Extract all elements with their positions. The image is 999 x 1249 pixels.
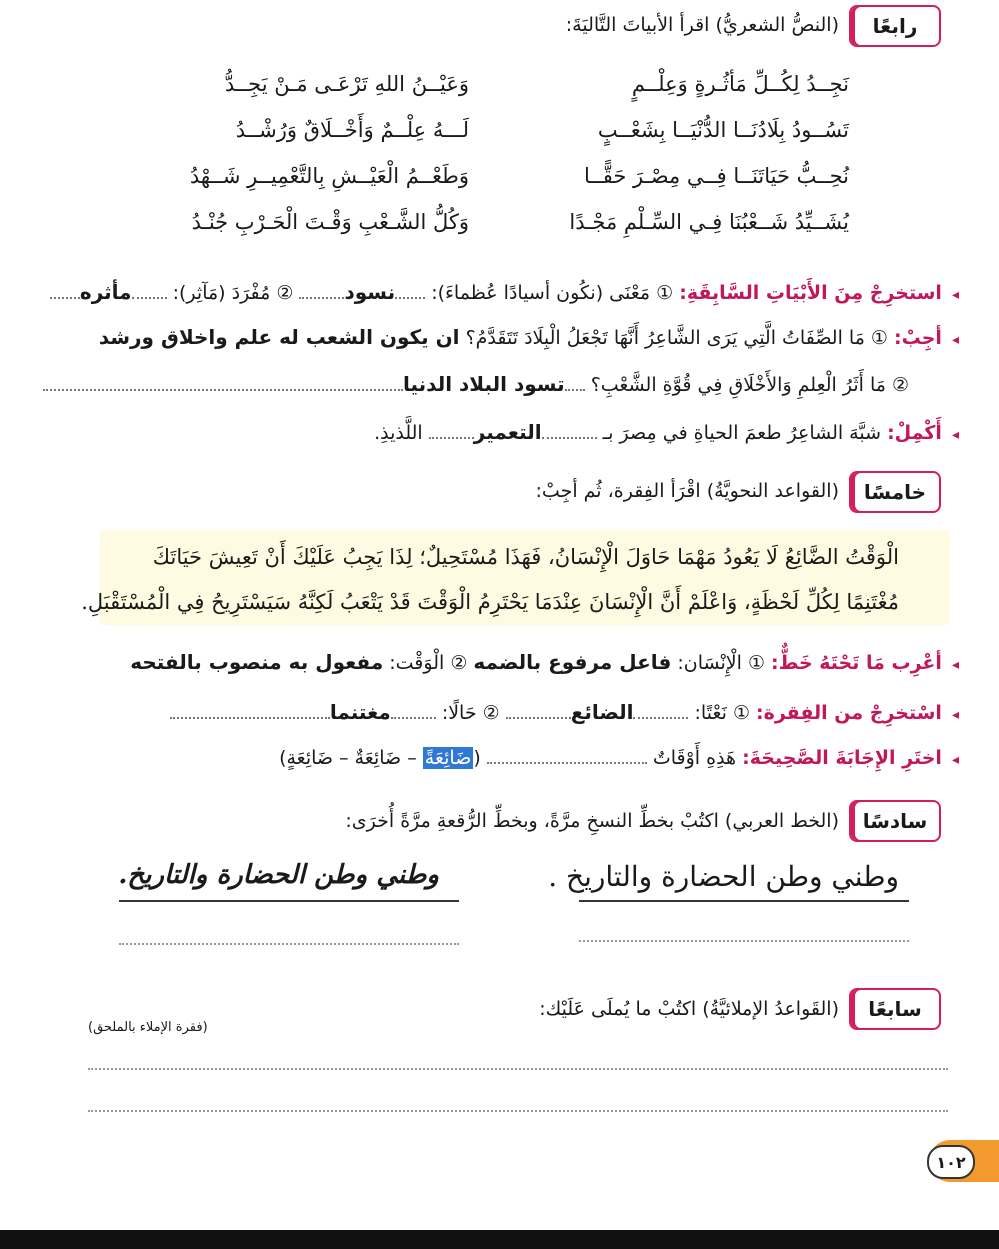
section-six-title: (الخط العربي) اكتُبْ بخطِّ النسخِ مرَّةً، وبخطِّ الرُّقعةِ مرَّةً أُخرَى: bbox=[345, 810, 839, 832]
extract-text-2: ② مُفْرَدَ (مَآثِر): bbox=[172, 282, 294, 305]
complete-label: أَكْمِلْ: bbox=[887, 422, 942, 445]
section-five-tag: خامسًا bbox=[849, 471, 941, 513]
choose-question bbox=[279, 745, 959, 769]
answer-response-1[interactable]: ان يكون الشعب له علم واخلاق ورشد bbox=[98, 325, 460, 349]
bullet-icon: ◂ bbox=[951, 427, 959, 444]
complete-question bbox=[374, 420, 959, 444]
verse-4-first: يُشَــيِّدُ شَــعْبُنَا فِـي السِّـلْمِ مَجْـدًا bbox=[569, 210, 849, 234]
section-seven-tag: سابعًا bbox=[849, 988, 941, 1030]
complete-answer[interactable]: التعمير bbox=[473, 420, 542, 445]
verse-3-first: نُحِــبُّ حَيَاتَنَــا فِــي مِصْـرَ حَقًّــا bbox=[584, 164, 849, 188]
bullet-icon: ◂ bbox=[951, 657, 959, 673]
ruqaa-writing[interactable]: وطني وطن الحضارة والتاريخ. bbox=[118, 860, 439, 890]
bottom-bar bbox=[0, 1230, 999, 1249]
choose-label: اختَرِ الإِجَابَةَ الصَّحِيحَةَ: bbox=[742, 747, 942, 770]
naskh-line-2[interactable] bbox=[579, 940, 909, 942]
choose-text: هَذِهِ أَوْقَاتٌ bbox=[652, 747, 737, 770]
extract-label: استخرِجْ مِنَ الأَبْيَاتِ السَّابِقَةِ: bbox=[679, 282, 942, 305]
bullet-icon: ◂ bbox=[951, 332, 959, 348]
answer-text-2: ② مَا أَثَرُ الْعِلمِ وَالأَخْلَاقِ فِي قُوَّةِ الشَّعْبِ؟ bbox=[590, 374, 909, 397]
ruqaa-line bbox=[119, 900, 459, 902]
answer-label: أجِبْ: bbox=[894, 327, 942, 349]
parse-answer-2[interactable]: مفعول به منصوب بالفتحه bbox=[130, 650, 384, 674]
paragraph-line-1: الْوَقْتُ الضَّائِعُ لَا يَعُودُ مَهْمَا حَاوَلَ الْإِنْسَانُ، فَهَذَا مُسْتَحِيلٌ؛ لِذَا يَجِبُ عَلَيْكَ أَنْ تَعِيشَ حَيَاتَكَ bbox=[152, 545, 899, 569]
parse-text-1: ① الْإِنْسَان: bbox=[677, 652, 765, 674]
naskh-line bbox=[579, 900, 909, 902]
extract-answer-2[interactable]: مأثره bbox=[79, 280, 132, 305]
other-choices[interactable]: – ضَائِعَةٌ – ضَائِعَةٍ) bbox=[279, 747, 417, 770]
verse-4-second: وَكُلُّ الشَّـعْبِ وَقْـتَ الْحَـرْبِ جُنْـدُ bbox=[191, 210, 469, 234]
extract-paragraph-question bbox=[170, 700, 959, 724]
bullet-icon: ◂ bbox=[951, 707, 959, 724]
verse-2-first: تَسُــودُ بِلَادُنَــا الدُّنْيَــا بِشَعْــبٍ bbox=[597, 118, 849, 142]
bullet-icon: ◂ bbox=[951, 287, 959, 304]
verse-2-second: لَـــهُ عِلْــمٌ وَأَخْــلَاقٌ وَرُشْــدُ bbox=[235, 118, 469, 142]
parse-answer-1[interactable]: فاعل مرفوع بالضمه bbox=[473, 650, 672, 674]
dictation-note: (فقرة الإملاء بالملحق) bbox=[88, 1020, 208, 1035]
answer-question-2 bbox=[43, 372, 909, 396]
adverb-answer[interactable]: مغتنما bbox=[329, 700, 391, 725]
dictation-line-2[interactable] bbox=[88, 1110, 948, 1112]
adjective-answer[interactable]: الضائع bbox=[570, 700, 634, 725]
selected-choice[interactable]: ضَائِعَةً bbox=[424, 747, 472, 770]
dictation-line-1[interactable] bbox=[88, 1068, 948, 1070]
choice-options[interactable]: (ضَائِعَةً – ضَائِعَةٌ – ضَائِعَةٍ) bbox=[279, 747, 481, 770]
ruqaa-line-2[interactable] bbox=[119, 943, 459, 945]
complete-text-2: اللَّذيذِ. bbox=[374, 422, 423, 445]
extract-question bbox=[50, 280, 959, 304]
naskh-writing[interactable]: وطني وطن الحضارة والتاريخ . bbox=[548, 860, 899, 893]
verse-1-second: وَعَيْــنُ اللهِ تَرْعَـى مَـنْ يَجِــدُّ bbox=[224, 72, 469, 96]
parse-text-2: ② الْوَقْت: bbox=[389, 652, 468, 674]
answer-text-1: ① مَا الصِّفَاتُ الَّتِي يَرَى الشَّاعِرُ أَنَّهَا تَجْعَلُ الْبِلَادَ تَتَقَدَّمُ؟ bbox=[465, 327, 888, 349]
page-number: ١٠٢ bbox=[927, 1145, 975, 1179]
parse-question bbox=[130, 650, 959, 674]
extract-text-1: ① مَعْنَى (نكُون أسيادًا عُظماءَ): bbox=[431, 282, 674, 305]
section-seven-title: (القَواعدُ الإملائيَّةُ) اكتُبْ ما يُملَى عَلَيْك: bbox=[539, 998, 839, 1020]
verse-3-second: وَطَعْــمُ الْعَيْــشِ بِالتَّعْمِيــرِ شَــهْدُ bbox=[189, 164, 469, 188]
bullet-icon: ◂ bbox=[951, 752, 959, 769]
complete-text-1: شبَّهَ الشاعِرُ طعمَ الحياةِ في مِصرَ بـ bbox=[602, 422, 882, 445]
answer-question-1 bbox=[99, 325, 959, 349]
extract-answer-1[interactable]: نسود bbox=[344, 280, 396, 305]
section-six-tag: سادسًا bbox=[849, 800, 941, 842]
paragraph-line-2: مُغْتَنِمًا لِكُلِّ لَحْظَةٍ، وَاعْلَمْ أَنَّ الْإِنْسَانَ عِنْدَمَا يَحْتَرِمُ الْوَقْتَ قَدْ يَتْعَبُ لَكِنَّهُ سَيَسْتَرِيحُ فِي الْمُسْتَقْبَلِ. bbox=[81, 590, 899, 614]
verse-1-first: نَجِــدُ لِكُــلِّ مَأثُـرةٍ وَعِلْــمٍ bbox=[631, 72, 849, 96]
adjective-text: ① نَعْتًا: bbox=[694, 702, 750, 725]
answer-response-2[interactable]: تسود البلاد الدنيا bbox=[402, 372, 565, 397]
parse-label: أعْرِب مَا تَحْتَهُ خَطٌّ: bbox=[771, 652, 942, 674]
section-four-title: (النصُّ الشعريُّ) اقرأ الأبياتَ التَّاليَةَ: bbox=[565, 14, 839, 36]
adverb-text: ② حَالًا: bbox=[441, 702, 500, 725]
section-five-title: (القواعد النحويَّةُ) اقْرَأ الفِقرة، ثُم أجِبْ: bbox=[535, 480, 839, 502]
section-four-tag: رابعًا bbox=[849, 5, 941, 47]
extract-paragraph-label: اسْتخرِجْ من الفِقرة: bbox=[756, 702, 942, 725]
